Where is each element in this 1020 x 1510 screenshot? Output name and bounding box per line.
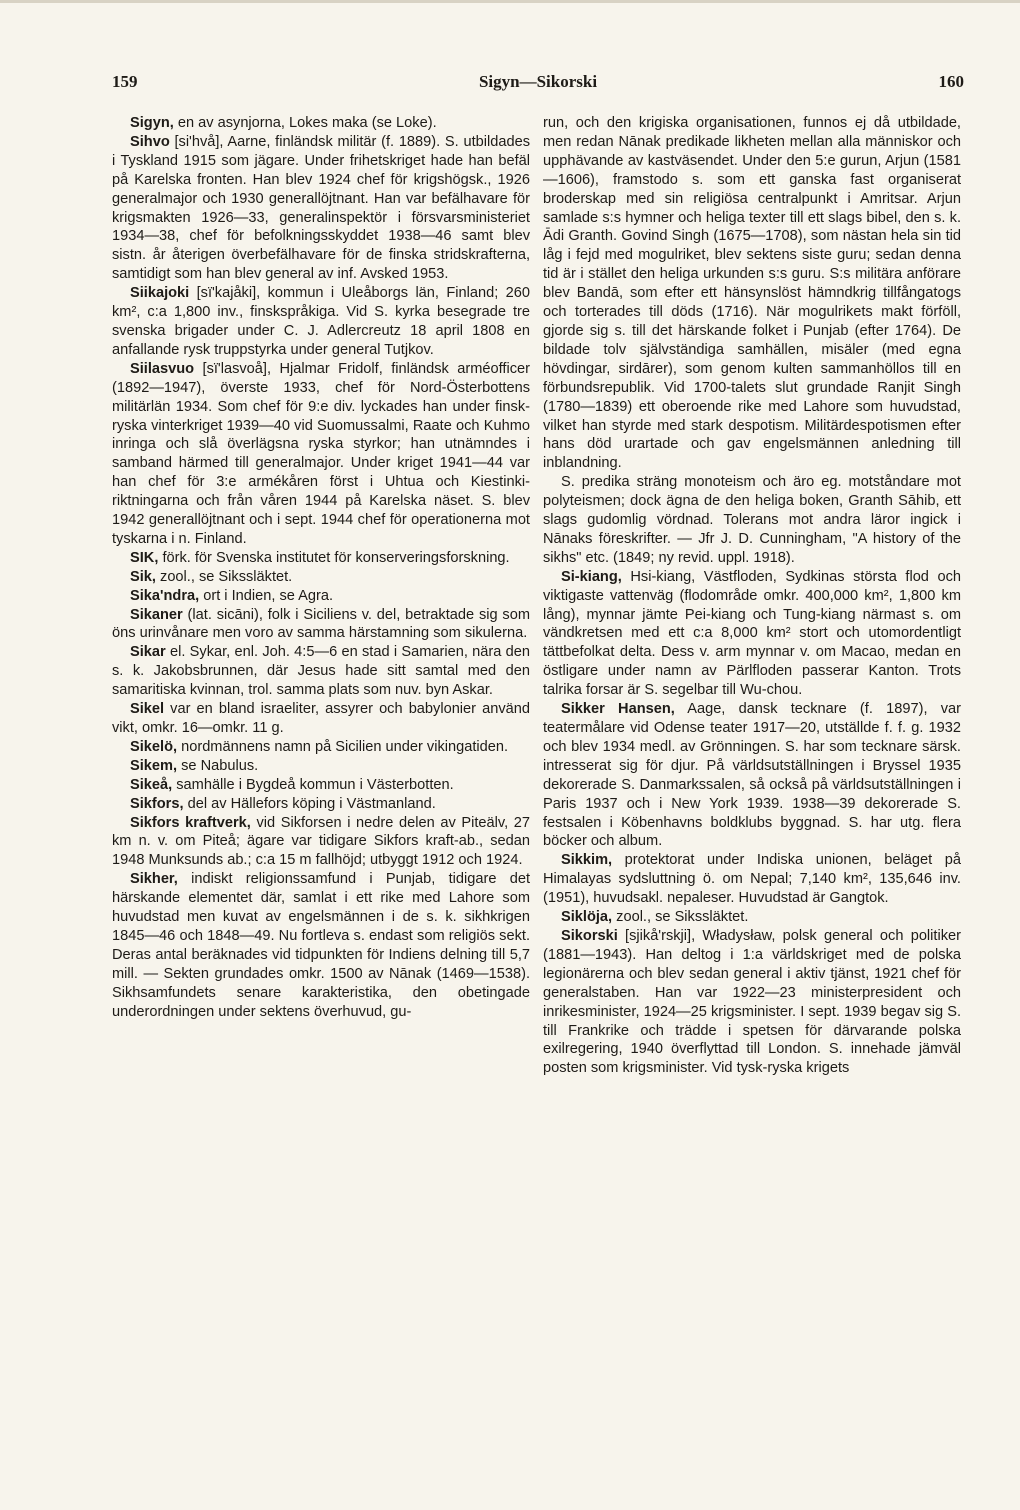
entry-text: [sjikå'rskji], Władysław, polsk general och politiker (1881—1943). Han deltog i 1:a världskriget med de polska legionärerna och blev sedan general i aktiv tjänst, 1921 chef för generalstaben. Han var 1922—23 ministerpresident och inrikesminister, 1924—25 krigsminister. I sept. 1939 begav sig S. till Frankrike och trädde i spetsen för därvarande polska exilregering, 1940 överflyttad till London. S. innehade jämväl posten som krigsminister. Vid tysk-ryska krigets (543, 927, 961, 1077)
dictionary-entry (543, 568, 961, 700)
dictionary-entry (112, 870, 530, 1021)
entry-text: Hsi-kiang, Västfloden, Sydkinas största flod och viktigaste vattenväg (flodområde omkr. 400,000 km², 1,800 km lång), mynnar jämte Pei-kiang och Tung-kiang närmast s. om vändkretsen med ett c:a 8,000 km² stort och utomordentligt tättbefolkat delta. Dess v. arm mynnar v. om Macao, medan en östligare under namn av Pärlfloden passerar Kanton. Trots talrika forsar är S. segelbar till Wu-chou. (543, 568, 961, 699)
entry-headword: Sigyn, (130, 115, 174, 131)
dictionary-entry (543, 114, 961, 473)
dictionary-entry (112, 133, 530, 284)
entry-headword: Sikkim, (561, 852, 613, 869)
page-number-right: 160 (938, 72, 964, 91)
dictionary-entry (543, 927, 961, 1078)
right-column (543, 114, 961, 1078)
dictionary-entry (543, 700, 961, 851)
entry-headword: Sik, (130, 568, 156, 585)
dictionary-entry (112, 776, 530, 795)
entry-headword: Sikher, (130, 871, 178, 888)
entry-text: var en bland israeliter, assyrer och babylonier använd vikt, omkr. 16—omkr. 11 g. (112, 701, 530, 736)
entry-headword: Sikker Hansen, (561, 701, 675, 718)
entry-text: el. Sykar, enl. Joh. 4:5—6 en stad i Samarien, nära den s. k. Jakobsbrunnen, där Jesus hade sitt samtal med den samaritiska kvinnan, trol. samma plats som nuv. byn Askar. (112, 644, 530, 699)
entry-headword: Si-kiang, (561, 568, 622, 585)
page-edge (0, 0, 1020, 3)
entry-text: ort i Indien, se Agra. (199, 587, 334, 604)
entry-headword: Sika'ndra, (130, 587, 200, 604)
entry-text: se Nabulus. (177, 757, 259, 774)
dictionary-entry (112, 360, 530, 549)
entry-headword: Sikfors, (130, 795, 184, 812)
entry-text: indiskt religionssamfund i Punjab, tidigare det härskande elementet där, samlat i ett rike med Lahore som huvudstad men kuvat av engelsmännen i de s. k. sikhkrigen 1845—46 och 1848—49. Nu fortleva s. endast som religiös sekt. Deras antal beräknades vid tidpunkten för Indiens delning till 5,7 mill. — Sekten grundades omkr. 1500 av Nānak (1469—1538). Sikhsamfundets senare karakteristika, den obetingade underordningen under sektens överhuvud, gu- (112, 871, 530, 1020)
dictionary-entry (112, 814, 530, 871)
entry-headword: Sikem, (130, 757, 178, 774)
entry-headword: Siikajoki (130, 285, 190, 302)
dictionary-entry (112, 568, 530, 587)
entry-text: S. predika sträng monoteism och äro eg. motståndare mot polyteismen; dock ägna de den heliga boken, Granth Sāhib, ett slags gudomlig vördnad. Tolerans mot andra läror ingick i Nānaks föreskrifter. — Jfr J. D. Cunningham, "A history of the sikhs" etc. (1849; ny revid. uppl. 1918). (543, 474, 961, 566)
entry-text: [sï'kajåki], kommun i Uleåborgs län, Finland; 260 km², c:a 1,800 inv., finskspråkiga. Vid S. kyrka besegrade tre svenska brigader under C. J. Adlercreutz 18 april 1808 en anfallande rysk truppstyrka under general Tutjkov. (112, 285, 530, 358)
entry-text: samhälle i Bygdeå kommun i Västerbotten. (172, 776, 454, 793)
entry-text: [si'hvå], Aarne, finländsk militär (f. 1889). S. utbildades i Tyskland 1915 som jägare. Under frihetskriget hade han befäl på Karelska fronten. Han blev 1924 chef för krigshögsk., 1926 generalmajor och 1930 generallöjtnant. Han var befälhavare för krigsmakten 1926—33, generalinspektör i försvarsministeriet 1934—38, chef för befolkningsskyddet 1938—46 samt blev sistn. år återigen överbefälhavare för de finska stridskrafterna, samtidigt som han blev general av inf. Avsked 1953. (112, 133, 530, 283)
entry-text: zool., se Sikssläktet. (155, 568, 293, 585)
entry-text: del av Hällefors köping i Västmanland. (183, 795, 436, 812)
dictionary-entry (112, 738, 530, 757)
entry-headword: Sikelö, (130, 738, 178, 755)
entry-headword: Siilasvuo (130, 360, 195, 377)
dictionary-entry (543, 908, 961, 927)
entry-text: Aage, dansk tecknare (f. 1897), var teatermålare vid Odense teater 1917—20, utställde f. f. g. 1932 och blev 1934 medl. av Grönningen. S. har som tecknare särsk. intresserat sig för djur. På världsutställningen i Bryssel 1935 dekorerade S. Danmarkssalen, så också på världsutställningen i Paris 1937 och i New York 1939. 1938—39 dekorerade S. festsalen i Köbenhavns boldklubs byggnad. S. har utg. flera böcker och album. (543, 701, 961, 850)
entry-text: (lat. sicāni), folk i Siciliens v. del, betraktade sig som öns urinvånare men voro av samma härstamning som sikulerna. (112, 606, 530, 642)
entry-headword: SIK, (130, 549, 159, 566)
page-number-left: 159 (112, 72, 138, 91)
dictionary-entry (543, 851, 961, 908)
entry-headword: Sikel (130, 701, 165, 718)
entry-text: förk. för Svenska institutet för konserveringsforskning. (158, 549, 510, 566)
dictionary-entry (543, 473, 961, 568)
dictionary-entry (112, 549, 530, 568)
dictionary-entry (112, 284, 530, 360)
entry-text: protektorat under Indiska unionen, beläget på Himalayas sydsluttning ö. om Nepal; 7,140 km², 135,646 inv. (1951), huvudsakl. nepaleser. Huvudstad är Gangtok. (543, 852, 961, 907)
entry-text: en av asynjorna, Lokes maka (se Loke). (173, 115, 437, 131)
page-header (112, 72, 964, 96)
entry-headword: Sikeå, (130, 776, 173, 793)
entry-text: run, och den krigiska organisationen, funnos ej då utbildade, men redan Nānak predikade likheten mellan alla människor och upphävande av kastväsendet. Under den 5:e gurun, Arjun (1581—1606), framstodo s. som ett ganska fast organiserat broderskap med sin religiösa centralpunkt i Amritsar. Arjun samlade s:s hymner och heliga texter till ett slags bibel, den s. k. Ādi Granth. Govind Singh (1675—1708), som nästan hela sin tid låg i fejd med mogulriket, blev sektens siste guru; sedan denna tid är i stället den heliga urkunden s:s guru. S:s militära anförare blev Bandā, som efter ett hänsynslöst hämndkrig tillfångatogs och torterades till döds (1716). När mogulrikets makt förföll, gjorde sig s. till det härskande folket i Punjab (efter 1764). De bildade tolv självständiga samhällen, misäler (med egna hövdingar, sirdārer), som genom kulten sammanhöllos till en förbundsrepublik. Vid 1700-talets slut grundade Ranjit Singh (1780—1839) ett oberoende rike med Lahore som huvudstad, vilket han styrde med stark despotism. Militärdespotismen efter hans död urartade och gav engelsmännen anledning till inblandning. (543, 115, 961, 472)
entry-headword: Sihvo (130, 133, 170, 150)
dictionary-entry (112, 700, 530, 738)
left-column (112, 114, 530, 1022)
entry-headword: Sikorski (561, 927, 618, 944)
entry-headword: Sikfors kraftverk, (130, 814, 251, 831)
entry-text: [sï'lasvoå], Hjalmar Fridolf, finländsk arméofficer (1892—1947), överste 1933, chef för Nord-Österbottens militärlän 1934. Som chef för 9:e div. lyckades han under finsk-ryska vinterkriget 1939—40 vid Suomussalmi, Raate och Kuhmo inringa och slå överlägsna ryska styrkor; han utnämndes i samband härmed till generalmajor. Under kriget 1941—44 var han chef för 3:e armékåren först i Uhtua och Kiestinki-riktningarna och från våren 1944 på Karelska näset. S. blev 1942 generallöjtnant och i sept. 1944 chef för operationerna mot tyskarna i n. Finland. (112, 360, 530, 547)
dictionary-entry (112, 757, 530, 776)
entry-headword: Sikar (130, 644, 166, 661)
dictionary-entry (112, 114, 530, 133)
entry-text: nordmännens namn på Sicilien under vikingatiden. (177, 738, 509, 755)
dictionary-entry (112, 795, 530, 814)
running-title: Sigyn—Sikorski (478, 72, 598, 91)
entry-text: zool., se Sikssläktet. (612, 909, 749, 926)
entry-headword: Sikaner (130, 606, 183, 623)
entry-text: vid Sikforsen i nedre delen av Piteälv, 27 km n. v. om Piteå; ägare var tidigare Sikfors kraft-ab., sedan 1948 Munksunds ab.; c:a 15 m fallhöjd; utbyggt 1912 och 1924. (112, 814, 531, 869)
entry-headword: Siklöja, (561, 909, 613, 926)
dictionary-entry (112, 643, 530, 700)
dictionary-entry (112, 587, 530, 606)
dictionary-entry (112, 606, 530, 644)
